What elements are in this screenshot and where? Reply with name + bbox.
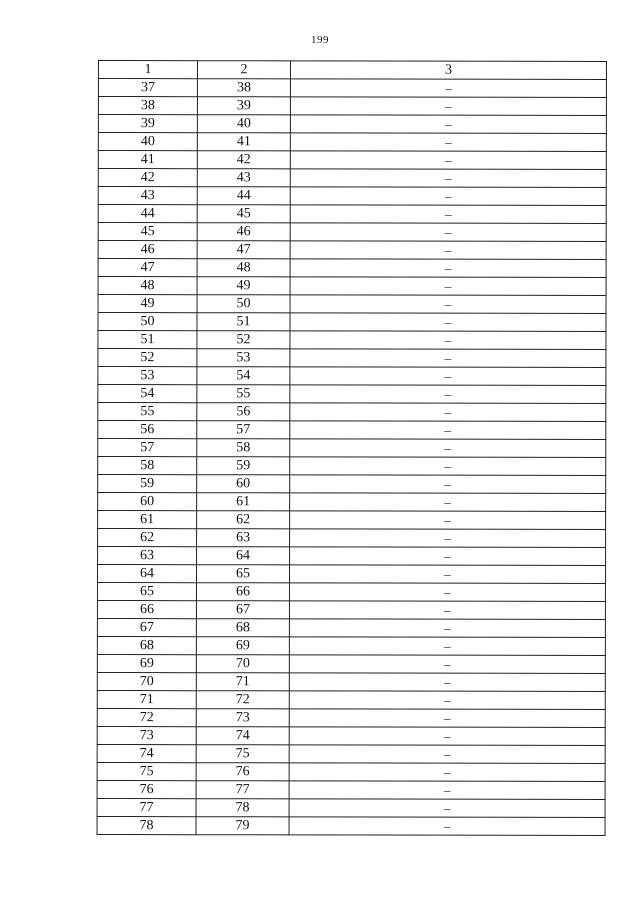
table-cell-col-3: –: [290, 385, 606, 404]
table-cell-col-3: –: [290, 403, 606, 422]
table-row: [97, 600, 605, 619]
table-cell-col-3: –: [289, 763, 605, 782]
table-cell-col-3: –: [290, 187, 606, 206]
table-cell-col-3: –: [290, 133, 606, 152]
table-cell-col-1: 43: [98, 187, 197, 205]
table-cell-col-1: 56: [98, 421, 197, 439]
table-cell-col-1: 64: [97, 565, 196, 583]
table-cell-col-3: –: [290, 259, 606, 278]
table-row: [98, 241, 606, 260]
table-cell-col-2: 66: [196, 583, 289, 601]
table-cell-col-2: 61: [197, 493, 290, 511]
table-cell-col-2: 48: [197, 259, 290, 277]
table-cell-col-1: 40: [98, 133, 197, 151]
table-row: [98, 547, 606, 566]
table-cell-col-3: –: [290, 97, 606, 116]
table-row: [98, 385, 606, 404]
table-row: [98, 439, 606, 458]
data-table: [97, 60, 607, 836]
table-cell-col-2: 79: [196, 817, 289, 835]
table-row: [98, 115, 606, 134]
table-cell-col-3: –: [290, 475, 606, 494]
table-cell-col-3: –: [290, 493, 606, 512]
table-cell-col-2: 49: [197, 277, 290, 295]
table-cell-col-3: –: [290, 241, 606, 260]
table-cell-col-1: 52: [98, 349, 197, 367]
table-cell-col-2: 64: [197, 547, 290, 565]
table-row: [98, 187, 606, 206]
table-cell-col-1: 68: [97, 636, 196, 654]
table-cell-col-3: –: [290, 439, 606, 458]
table-cell-col-3: –: [290, 331, 606, 350]
table-cell-col-1: 70: [97, 672, 196, 690]
table-cell-col-2: 58: [197, 439, 290, 457]
table-row: [97, 798, 605, 817]
table-row: [98, 223, 606, 242]
table-row: [98, 205, 606, 224]
table-cell-col-3: –: [290, 547, 606, 566]
table-cell-col-3: –: [290, 457, 606, 476]
table-row: [97, 636, 605, 655]
table-row: [97, 618, 605, 637]
table-cell-col-3: –: [290, 529, 606, 548]
table-header-row: [98, 61, 606, 80]
table-cell-col-1: 57: [98, 439, 197, 457]
table-cell-col-2: 63: [197, 529, 290, 547]
table-row: [97, 708, 605, 727]
table-cell-col-1: 41: [98, 151, 197, 169]
table-row: [97, 690, 605, 709]
column-header-1: 1: [98, 61, 197, 79]
table-cell-col-3: –: [289, 637, 605, 656]
table-cell-col-3: –: [289, 781, 605, 800]
table-cell-col-3: –: [289, 691, 605, 710]
table-cell-col-3: –: [289, 655, 605, 674]
table-cell-col-3: –: [290, 367, 606, 386]
table-cell-col-1: 71: [97, 690, 196, 708]
table-row: [97, 780, 605, 799]
table-cell-col-1: 60: [98, 493, 197, 511]
table-cell-col-1: 76: [97, 780, 196, 798]
column-header-2: 2: [197, 61, 290, 79]
table-row: [98, 529, 606, 548]
table-row: [98, 349, 606, 368]
table-cell-col-1: 38: [98, 97, 197, 115]
table-row: [97, 654, 605, 673]
table-cell-col-1: 73: [97, 726, 196, 744]
table-cell-col-3: –: [290, 295, 606, 314]
table-cell-col-3: –: [290, 511, 606, 530]
table-cell-col-3: –: [289, 565, 605, 584]
table-cell-col-2: 59: [197, 457, 290, 475]
table-cell-col-3: –: [289, 601, 605, 620]
table-row: [98, 133, 606, 152]
table-cell-col-1: 47: [98, 259, 197, 277]
table-cell-col-2: 50: [197, 295, 290, 313]
table-cell-col-2: 62: [197, 511, 290, 529]
table-cell-col-1: 78: [97, 816, 196, 834]
table-cell-col-1: 50: [98, 313, 197, 331]
table-cell-col-1: 39: [98, 115, 197, 133]
table-row: [98, 475, 606, 494]
table-cell-col-2: 46: [197, 223, 290, 241]
table-cell-col-3: –: [289, 709, 605, 728]
table-cell-col-2: 67: [196, 601, 289, 619]
table-cell-col-3: –: [289, 799, 605, 818]
table-cell-col-1: 58: [98, 457, 197, 475]
table-cell-col-2: 70: [196, 655, 289, 673]
table-cell-col-1: 69: [97, 654, 196, 672]
table-row: [98, 421, 606, 440]
table-row: [97, 744, 605, 763]
table-cell-col-2: 55: [197, 385, 290, 403]
data-table-container: [97, 60, 608, 836]
table-cell-col-1: 53: [98, 367, 197, 385]
table-cell-col-1: 65: [97, 583, 196, 601]
table-cell-col-3: –: [290, 79, 606, 98]
table-cell-col-3: –: [289, 727, 605, 746]
table-cell-col-1: 45: [98, 223, 197, 241]
table-row: [98, 331, 606, 350]
table-cell-col-2: 60: [197, 475, 290, 493]
table-cell-col-2: 75: [196, 745, 289, 763]
table-cell-col-2: 54: [197, 367, 290, 385]
column-header-3: 3: [290, 61, 606, 80]
table-cell-col-2: 53: [197, 349, 290, 367]
table-cell-col-2: 72: [196, 691, 289, 709]
table-cell-col-3: –: [289, 673, 605, 692]
table-cell-col-2: 42: [197, 151, 290, 169]
table-cell-col-1: 63: [98, 547, 197, 565]
table-cell-col-3: –: [289, 583, 605, 602]
table-cell-col-1: 55: [98, 403, 197, 421]
table-row: [98, 367, 606, 386]
table-row: [98, 169, 606, 188]
table-cell-col-3: –: [289, 619, 605, 638]
table-cell-col-2: 73: [196, 709, 289, 727]
table-cell-col-1: 37: [98, 79, 197, 97]
table-cell-col-1: 44: [98, 205, 197, 223]
table-cell-col-1: 48: [98, 277, 197, 295]
table-row: [97, 816, 605, 835]
table-cell-col-2: 51: [197, 313, 290, 331]
table-cell-col-1: 61: [98, 511, 197, 529]
table-row: [98, 457, 606, 476]
table-cell-col-2: 76: [196, 763, 289, 781]
table-cell-col-1: 46: [98, 241, 197, 259]
table-cell-col-1: 51: [98, 331, 197, 349]
table-row: [98, 295, 606, 314]
table-row: [98, 79, 606, 98]
table-row: [97, 726, 605, 745]
table-row: [98, 313, 606, 332]
table-cell-col-2: 43: [197, 169, 290, 187]
table-cell-col-3: –: [289, 817, 605, 836]
table-cell-col-1: 62: [98, 529, 197, 547]
table-cell-col-3: –: [289, 745, 605, 764]
table-cell-col-3: –: [290, 205, 606, 224]
table-cell-col-2: 45: [197, 205, 290, 223]
table-row: [97, 762, 605, 781]
table-cell-col-2: 52: [197, 331, 290, 349]
table-cell-col-2: 78: [196, 799, 289, 817]
table-cell-col-2: 68: [196, 619, 289, 637]
table-row: [98, 511, 606, 530]
table-row: [98, 97, 606, 116]
table-cell-col-3: –: [290, 169, 606, 188]
table-cell-col-2: 40: [197, 115, 290, 133]
table-cell-col-1: 42: [98, 169, 197, 187]
table-row: [98, 277, 606, 296]
table-row: [97, 672, 605, 691]
table-cell-col-2: 39: [197, 97, 290, 115]
table-cell-col-2: 69: [196, 637, 289, 655]
table-row: [98, 403, 606, 422]
table-cell-col-2: 71: [196, 673, 289, 691]
table-cell-col-2: 74: [196, 727, 289, 745]
table-cell-col-3: –: [290, 151, 606, 170]
table-cell-col-1: 72: [97, 708, 196, 726]
table-row: [98, 259, 606, 278]
table-cell-col-2: 41: [197, 133, 290, 151]
table-row: [97, 565, 605, 584]
table-cell-col-2: 56: [197, 403, 290, 421]
table-cell-col-2: 44: [197, 187, 290, 205]
table-row: [97, 583, 605, 602]
table-cell-col-3: –: [290, 223, 606, 242]
table-cell-col-3: –: [290, 313, 606, 332]
table-body: [97, 79, 606, 836]
table-cell-col-1: 67: [97, 618, 196, 636]
page-number: 199: [311, 34, 329, 46]
table-cell-col-3: –: [290, 115, 606, 134]
table-cell-col-2: 47: [197, 241, 290, 259]
table-cell-col-2: 38: [197, 79, 290, 97]
table-row: [98, 151, 606, 170]
table-cell-col-2: 77: [196, 781, 289, 799]
table-cell-col-1: 74: [97, 744, 196, 762]
table-cell-col-1: 77: [97, 798, 196, 816]
table-row: [98, 493, 606, 512]
table-cell-col-2: 57: [197, 421, 290, 439]
table-cell-col-1: 59: [98, 475, 197, 493]
table-cell-col-1: 49: [98, 295, 197, 313]
table-cell-col-3: –: [290, 277, 606, 296]
table-cell-col-1: 75: [97, 762, 196, 780]
table-cell-col-2: 65: [196, 565, 289, 583]
table-cell-col-1: 66: [97, 600, 196, 618]
table-cell-col-1: 54: [98, 385, 197, 403]
table-cell-col-3: –: [290, 421, 606, 440]
table-cell-col-3: –: [290, 349, 606, 368]
